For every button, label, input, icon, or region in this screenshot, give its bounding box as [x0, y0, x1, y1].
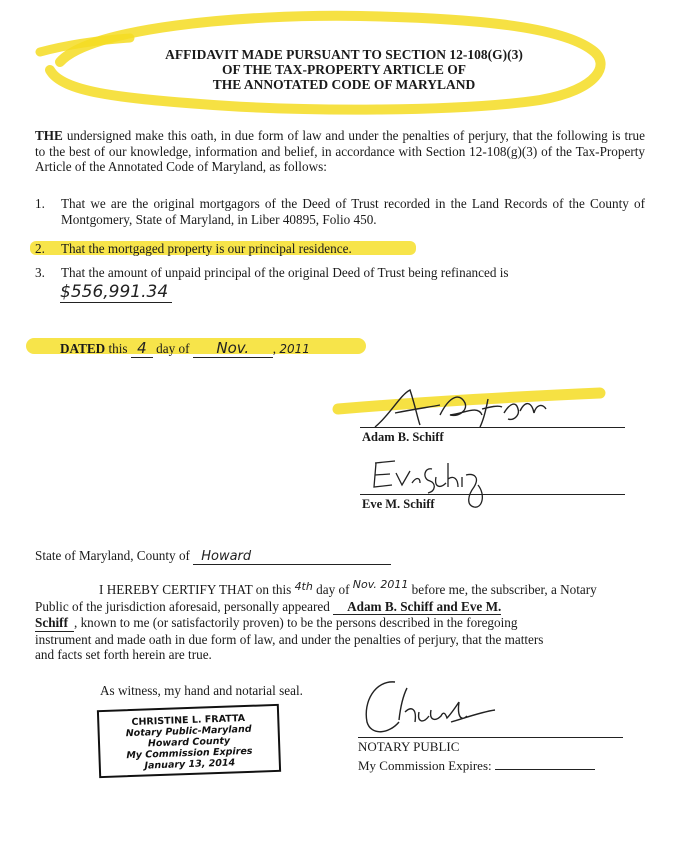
state-county-label: State of Maryland, County of	[35, 548, 190, 563]
item-2	[35, 241, 645, 257]
signer-1-name: Adam B. Schiff	[362, 430, 444, 444]
item-1	[35, 196, 645, 227]
certify-day: 4th	[294, 580, 313, 593]
stamp-line-5: January 13, 2014	[144, 757, 236, 772]
dated-month: Nov.	[193, 339, 273, 358]
dated-label: DATED	[60, 341, 106, 356]
stamp-line-2: Notary Public-Maryland	[125, 723, 252, 740]
signature-line-2	[360, 494, 625, 495]
certify-text-1: I HEREBY CERTIFY THAT on this	[99, 582, 292, 597]
item-3	[35, 265, 645, 281]
dated-line: DATED this 4 day of Nov. , 2011	[60, 339, 310, 357]
certify-line2-text: Public of the jurisdiction aforesaid, personally appeared	[35, 598, 330, 614]
county-name: Howard	[193, 549, 391, 565]
dated-day: 4	[131, 339, 153, 358]
certify-line-1	[35, 578, 645, 599]
intro-text: undersigned make this oath, in due form of law and under the penalties of perjury, that the following is true to the best of our knowledge, information and belief, in accordance with Section 12-108(g)(3) of the Tax-Property Article of the Annotated Code of Maryland, as follows:	[35, 128, 645, 174]
commission-expires-blank	[495, 757, 595, 770]
title-line-2: OF THE TAX-PROPERTY ARTICLE OF	[221, 62, 467, 77]
dated-this: this	[108, 341, 128, 356]
item-1-number: 1.	[35, 196, 45, 211]
signer-2-name: Eve M. Schiff	[362, 497, 435, 511]
certify-paragraph	[35, 578, 645, 663]
notary-signature	[355, 672, 505, 742]
notary-stamp	[97, 704, 281, 778]
certify-month: Nov. 2011	[352, 578, 409, 591]
title-line-3: THE ANNOTATED CODE OF MARYLAND	[212, 77, 476, 92]
item-2-text: That the mortgaged property is our principal residence.	[61, 241, 352, 256]
commission-expires-label: My Commission Expires:	[358, 758, 492, 773]
item-1-text: That we are the original mortgagors of the Deed of Trust recorded in the Land Records of the County of Montgomery, State of Maryland, in Liber 40895, Folio 450.	[61, 196, 645, 227]
notary-signature-line	[358, 737, 623, 738]
item-3-number: 3.	[35, 265, 45, 280]
document-title	[0, 47, 688, 92]
intro-paragraph	[35, 128, 645, 175]
commission-expires	[358, 757, 595, 774]
appeared-names-2: Schiff	[35, 615, 74, 632]
appeared-names-1: Adam B. Schiff and Eve M.	[333, 599, 501, 616]
certify-line-2	[35, 599, 645, 616]
certify-line-5: and facts set forth herein are true.	[35, 647, 212, 662]
stamp-line-1: CHRISTINE L. FRATTA	[131, 713, 246, 728]
state-county-line	[35, 548, 391, 565]
certify-line-4: instrument and made oath in due form of law, and under the penalties of perjury, that the matters	[35, 631, 544, 647]
title-line-1: AFFIDAVIT MADE PURSUANT TO SECTION 12-108(G)(3)	[165, 47, 523, 62]
stamp-line-3: Howard County	[147, 735, 231, 750]
item-3-text: That the amount of unpaid principal of the original Deed of Trust being refinanced is	[61, 265, 509, 280]
dated-year: 2011	[279, 342, 310, 356]
unpaid-principal-amount: $556,991.34	[60, 282, 172, 303]
certify-day-of: day of	[316, 582, 350, 597]
dated-day-of: day of	[156, 341, 190, 356]
certify-line-3	[35, 615, 645, 632]
signature-line-1	[360, 427, 625, 428]
certify-line3-text: , known to me (or satisfactorily proven) to be the persons described in the foregoing	[73, 615, 518, 630]
item-2-number: 2.	[35, 241, 45, 256]
witness-text: As witness, my hand and notarial seal.	[100, 683, 303, 698]
intro-lead: THE	[35, 128, 63, 143]
stamp-line-4: My Commission Expires	[126, 745, 253, 762]
certify-text-2: before me, the subscriber, a Notary	[411, 582, 597, 597]
notary-public-title: NOTARY PUBLIC	[358, 739, 460, 754]
